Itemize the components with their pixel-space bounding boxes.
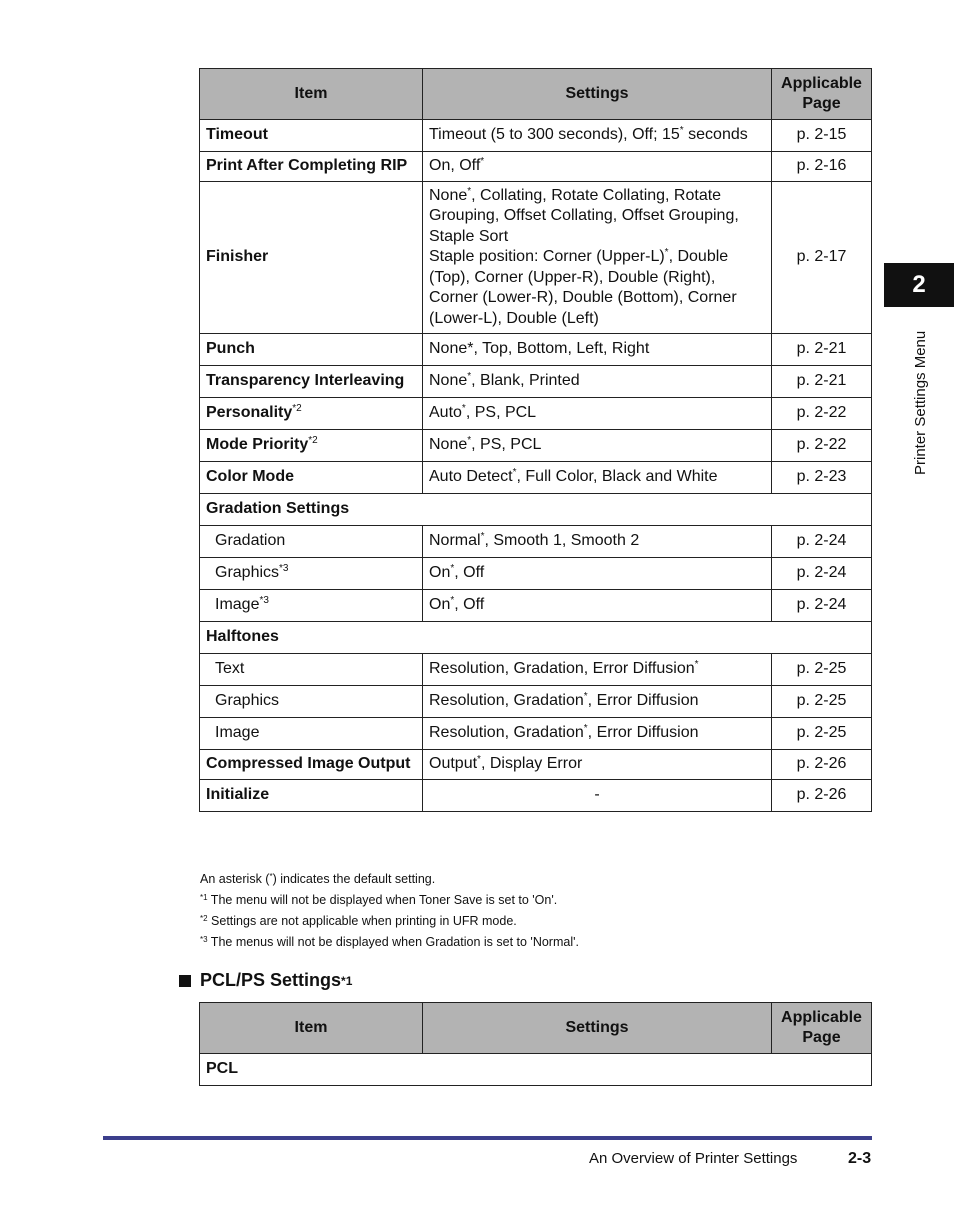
settings-personality: Auto*, PS, PCL	[423, 398, 772, 430]
item-timeout: Timeout	[200, 120, 423, 152]
page-grad-graphics: p. 2-24	[772, 558, 872, 590]
header-settings: Settings	[423, 1003, 772, 1054]
settings-grad-image: On*, Off	[423, 590, 772, 622]
table-header-row	[200, 69, 872, 120]
group-gradation-settings: Gradation Settings	[200, 494, 872, 526]
table-row	[200, 120, 872, 152]
chapter-tab: 2	[884, 263, 954, 307]
settings-mode-priority: None*, PS, PCL	[423, 430, 772, 462]
item-color-mode: Color Mode	[200, 462, 423, 494]
settings-compressed: Output*, Display Error	[423, 750, 772, 780]
page-grad-image: p. 2-24	[772, 590, 872, 622]
table-row	[200, 181, 872, 334]
footnote-3: $^{*3}$ The menus will not be displayed when Gradation is set to 'Normal'.	[200, 935, 579, 949]
table-row	[200, 686, 872, 718]
page-finisher: p. 2-17	[772, 181, 872, 334]
page-personality: p. 2-22	[772, 398, 872, 430]
item-mode-priority: Mode Priority$^{*2}$	[200, 430, 423, 462]
group-pcl: PCL	[200, 1054, 872, 1086]
footnote-1: $^{*1}$ The menu will not be displayed when Toner Save is set to 'On'.	[200, 893, 558, 907]
item-gradation: Gradation	[200, 526, 423, 558]
settings-ht-image: Resolution, Gradation*, Error Diffusion	[423, 718, 772, 750]
settings-grad-graphics: On*, Off	[423, 558, 772, 590]
page-color-mode: p. 2-23	[772, 462, 872, 494]
item-personality: Personality$^{*2}$	[200, 398, 423, 430]
group-halftones: Halftones	[200, 622, 872, 654]
item-ht-image: Image	[200, 718, 423, 750]
pcl-ps-settings-table	[199, 1002, 872, 1086]
table-row	[200, 718, 872, 750]
settings-ht-text: Resolution, Gradation, Error Diffusion*	[423, 654, 772, 686]
table-header-row	[200, 1003, 872, 1054]
settings-color-mode: Auto Detect*, Full Color, Black and White	[423, 462, 772, 494]
page-mode-priority: p. 2-22	[772, 430, 872, 462]
page-punch: p. 2-21	[772, 334, 872, 366]
table-row	[200, 152, 872, 182]
page-ht-text: p. 2-25	[772, 654, 872, 686]
item-initialize: Initialize	[200, 779, 423, 811]
page-transparency: p. 2-21	[772, 366, 872, 398]
settings-gradation: Normal*, Smooth 1, Smooth 2	[423, 526, 772, 558]
section-heading: PCL/PS Settings *1	[179, 970, 352, 991]
settings-initialize: -	[423, 779, 772, 811]
footnote-default: An asterisk (*) indicates the default setting.	[200, 872, 436, 886]
table-group-row	[200, 1054, 872, 1086]
footnotes	[200, 869, 579, 953]
page-initialize: p. 2-26	[772, 779, 872, 811]
table-row	[200, 750, 872, 780]
square-bullet-icon	[179, 975, 191, 987]
table-row	[200, 526, 872, 558]
item-ht-graphics: Graphics	[200, 686, 423, 718]
page-compressed: p. 2-26	[772, 750, 872, 780]
item-transparency: Transparency Interleaving	[200, 366, 423, 398]
item-grad-image: Image$^{*3}$	[200, 590, 423, 622]
settings-punch: None*, Top, Bottom, Left, Right	[423, 334, 772, 366]
header-settings: Settings	[423, 69, 772, 120]
table-group-row	[200, 494, 872, 526]
page-ht-graphics: p. 2-25	[772, 686, 872, 718]
section-title: PCL/PS Settings	[200, 970, 342, 990]
table-row	[200, 430, 872, 462]
footer-title: An Overview of Printer Settings	[589, 1150, 798, 1167]
page-print-after-rip: p. 2-16	[772, 152, 872, 182]
item-punch: Punch	[200, 334, 423, 366]
page-timeout: p. 2-15	[772, 120, 872, 152]
chapter-side-title: Printer Settings Menu	[912, 330, 929, 475]
page-gradation: p. 2-24	[772, 526, 872, 558]
settings-timeout: Timeout (5 to 300 seconds), Off; 15* seconds	[423, 120, 772, 152]
page-ht-image: p. 2-25	[772, 718, 872, 750]
item-ht-text: Text	[200, 654, 423, 686]
item-print-after-rip: Print After Completing RIP	[200, 152, 423, 182]
footer-page-number: 2-3	[848, 1150, 872, 1167]
header-page: Applicable Page	[772, 69, 872, 120]
item-compressed: Compressed Image Output	[200, 750, 423, 780]
settings-ht-graphics: Resolution, Gradation*, Error Diffusion	[423, 686, 772, 718]
table-row	[200, 779, 872, 811]
header-item: Item	[200, 1003, 423, 1054]
settings-print-after-rip: On, Off*	[423, 152, 772, 182]
table-row	[200, 334, 872, 366]
header-page: Applicable Page	[772, 1003, 872, 1054]
settings-finisher: None*, Collating, Rotate Collating, Rotate Grouping, Offset Collating, Offset Grouping, Staple Sort Staple position: Corner (Upper-L)*, Double (Top), Corner (Upper-R), Double (Right), Corner (Lower-R), Double (Bottom), Corner (Lower-L), Double (Left)	[423, 181, 772, 334]
table-row	[200, 558, 872, 590]
table-row	[200, 654, 872, 686]
table-group-row	[200, 622, 872, 654]
table-row	[200, 462, 872, 494]
settings-transparency: None*, Blank, Printed	[423, 366, 772, 398]
printer-settings-table	[199, 68, 872, 812]
item-finisher: Finisher	[200, 181, 423, 334]
footnote-2: $^{*2}$ Settings are not applicable when printing in UFR mode.	[200, 914, 517, 928]
header-item: Item	[200, 69, 423, 120]
footer-divider	[103, 1136, 872, 1140]
item-grad-graphics: Graphics$^{*3}$	[200, 558, 423, 590]
table-row	[200, 590, 872, 622]
table-row	[200, 366, 872, 398]
table-row	[200, 398, 872, 430]
